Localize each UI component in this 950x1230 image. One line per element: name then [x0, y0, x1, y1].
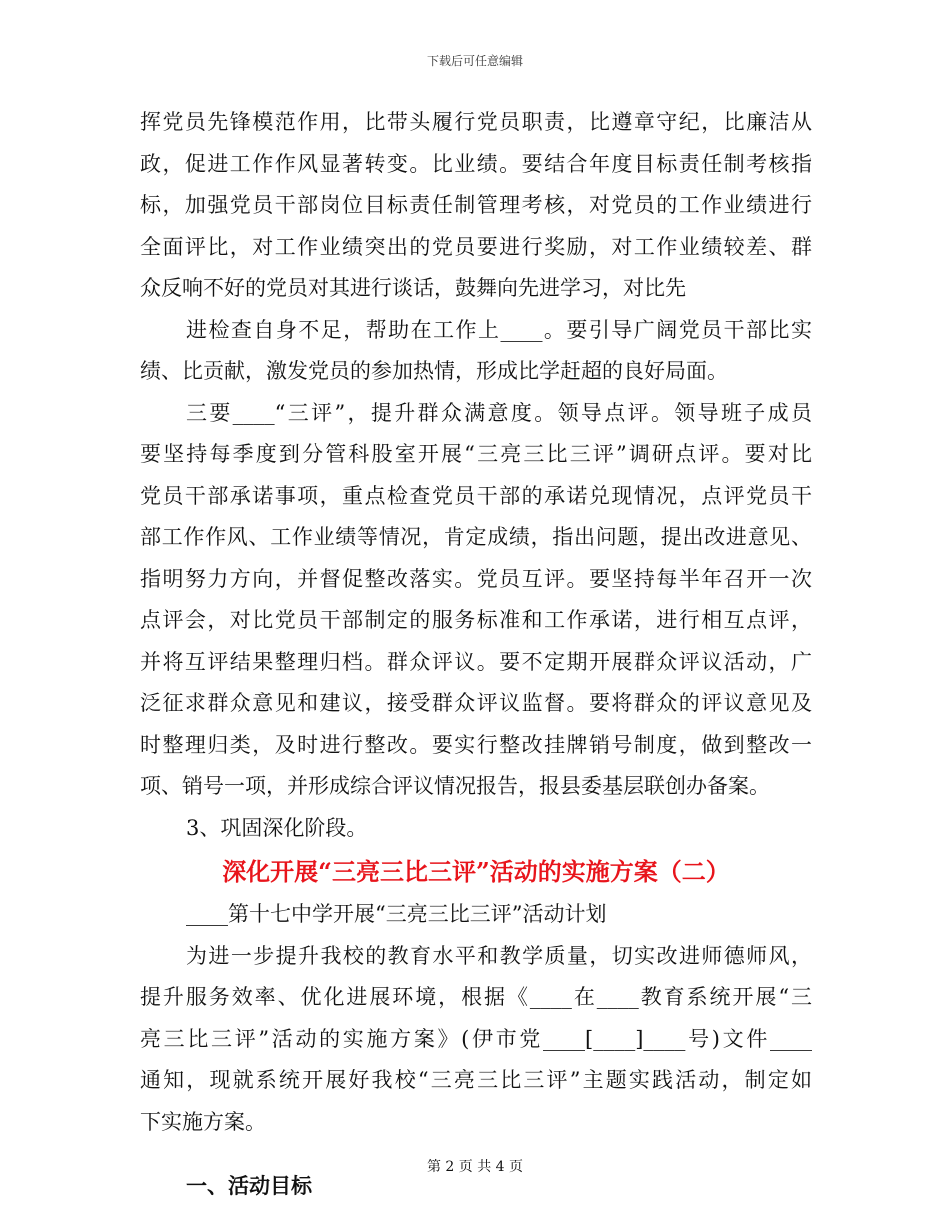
- paragraph-line: 亮三比三评”活动的实施方案》(伊市党____[____]____号)文件____: [140, 1026, 812, 1051]
- paragraph-line: 全面评比，对工作业绩突出的党员要进行奖励，对工作业绩较差、群: [140, 234, 812, 259]
- page-footer: 第 2 页 共 4 页: [426, 1159, 524, 1175]
- paragraph-line: 提升服务效率、优化进展环境，根据《____在____教育系统开展“三: [140, 985, 812, 1009]
- paragraph-line: 绩、比贡献，激发党员的参加热情，形成比学赶超的良好局面。: [140, 359, 728, 383]
- paragraph-line: 时整理归类，及时进行整改。要实行整改挂牌销号制度，做到整改一: [140, 732, 812, 757]
- paragraph-line: 标，加强党员干部岗位目标责任制管理考核，对党员的工作业绩进行: [140, 193, 812, 217]
- paragraph-line: 挥党员先锋模范作用，比带头履行党员职责，比遵章守纪，比廉洁从: [140, 110, 812, 134]
- paragraph-line: 三要____“三评”，提升群众满意度。领导点评。领导班子成员: [186, 400, 812, 425]
- plan-subtitle: ____第十七中学开展“三亮三比三评”活动计划: [186, 902, 607, 926]
- paragraph-line: 为进一步提升我校的教育水平和教学质量，切实改进师德师风，: [186, 943, 812, 968]
- paragraph-line: 泛征求群众意见和建议，接受群众评议监督。要将群众的评议意见及: [140, 691, 812, 715]
- paragraph-line: 进检查自身不足，帮助在工作上____。要引导广阔党员干部比实: [186, 317, 812, 342]
- paragraph-line: 部工作作风、工作业绩等情况，肯定成绩，指出问题，提出改进意见、: [140, 525, 812, 549]
- paragraph-line: 并将互评结果整理归档。群众评议。要不定期开展群众评议活动，广: [140, 649, 812, 674]
- paragraph-line: 指明努力方向，并督促整改落实。党员互评。要坚持每半年召开一次: [140, 566, 812, 591]
- section-heading: 一、活动目标: [186, 1173, 312, 1198]
- document-body: [140, 102, 812, 1207]
- paragraph-line: 政，促进工作作风显著转变。比业绩。要结合年度目标责任制考核指: [140, 151, 812, 176]
- paragraph-line: 要坚持每季度到分管科股室开展“三亮三比三评”调研点评。要对比: [140, 442, 812, 466]
- paragraph-line: 通知，现就系统开展好我校“三亮三比三评”主题实践活动，制定如: [140, 1068, 812, 1092]
- paragraph-line: 项、销号一项，并形成综合评议情况报告，报县委基层联创办备案。: [140, 774, 770, 798]
- paragraph-line: 点评会，对比党员干部制定的服务标准和工作承诺，进行相互点评，: [140, 608, 812, 632]
- header-note: 下载后可任意编辑: [426, 54, 523, 68]
- stage-heading: 3、巩固深化阶段。: [186, 815, 368, 840]
- paragraph-line: 党员干部承诺事项，重点检查党员干部的承诺兑现情况，点评党员干: [140, 483, 812, 508]
- paragraph-line: 下实施方案。: [140, 1109, 266, 1134]
- section-title: 深化开展“三亮三比三评”活动的实施方案（二）: [222, 857, 730, 886]
- paragraph-line: 众反响不好的党员对其进行谈话，鼓舞向先进学习，对比先: [140, 276, 686, 300]
